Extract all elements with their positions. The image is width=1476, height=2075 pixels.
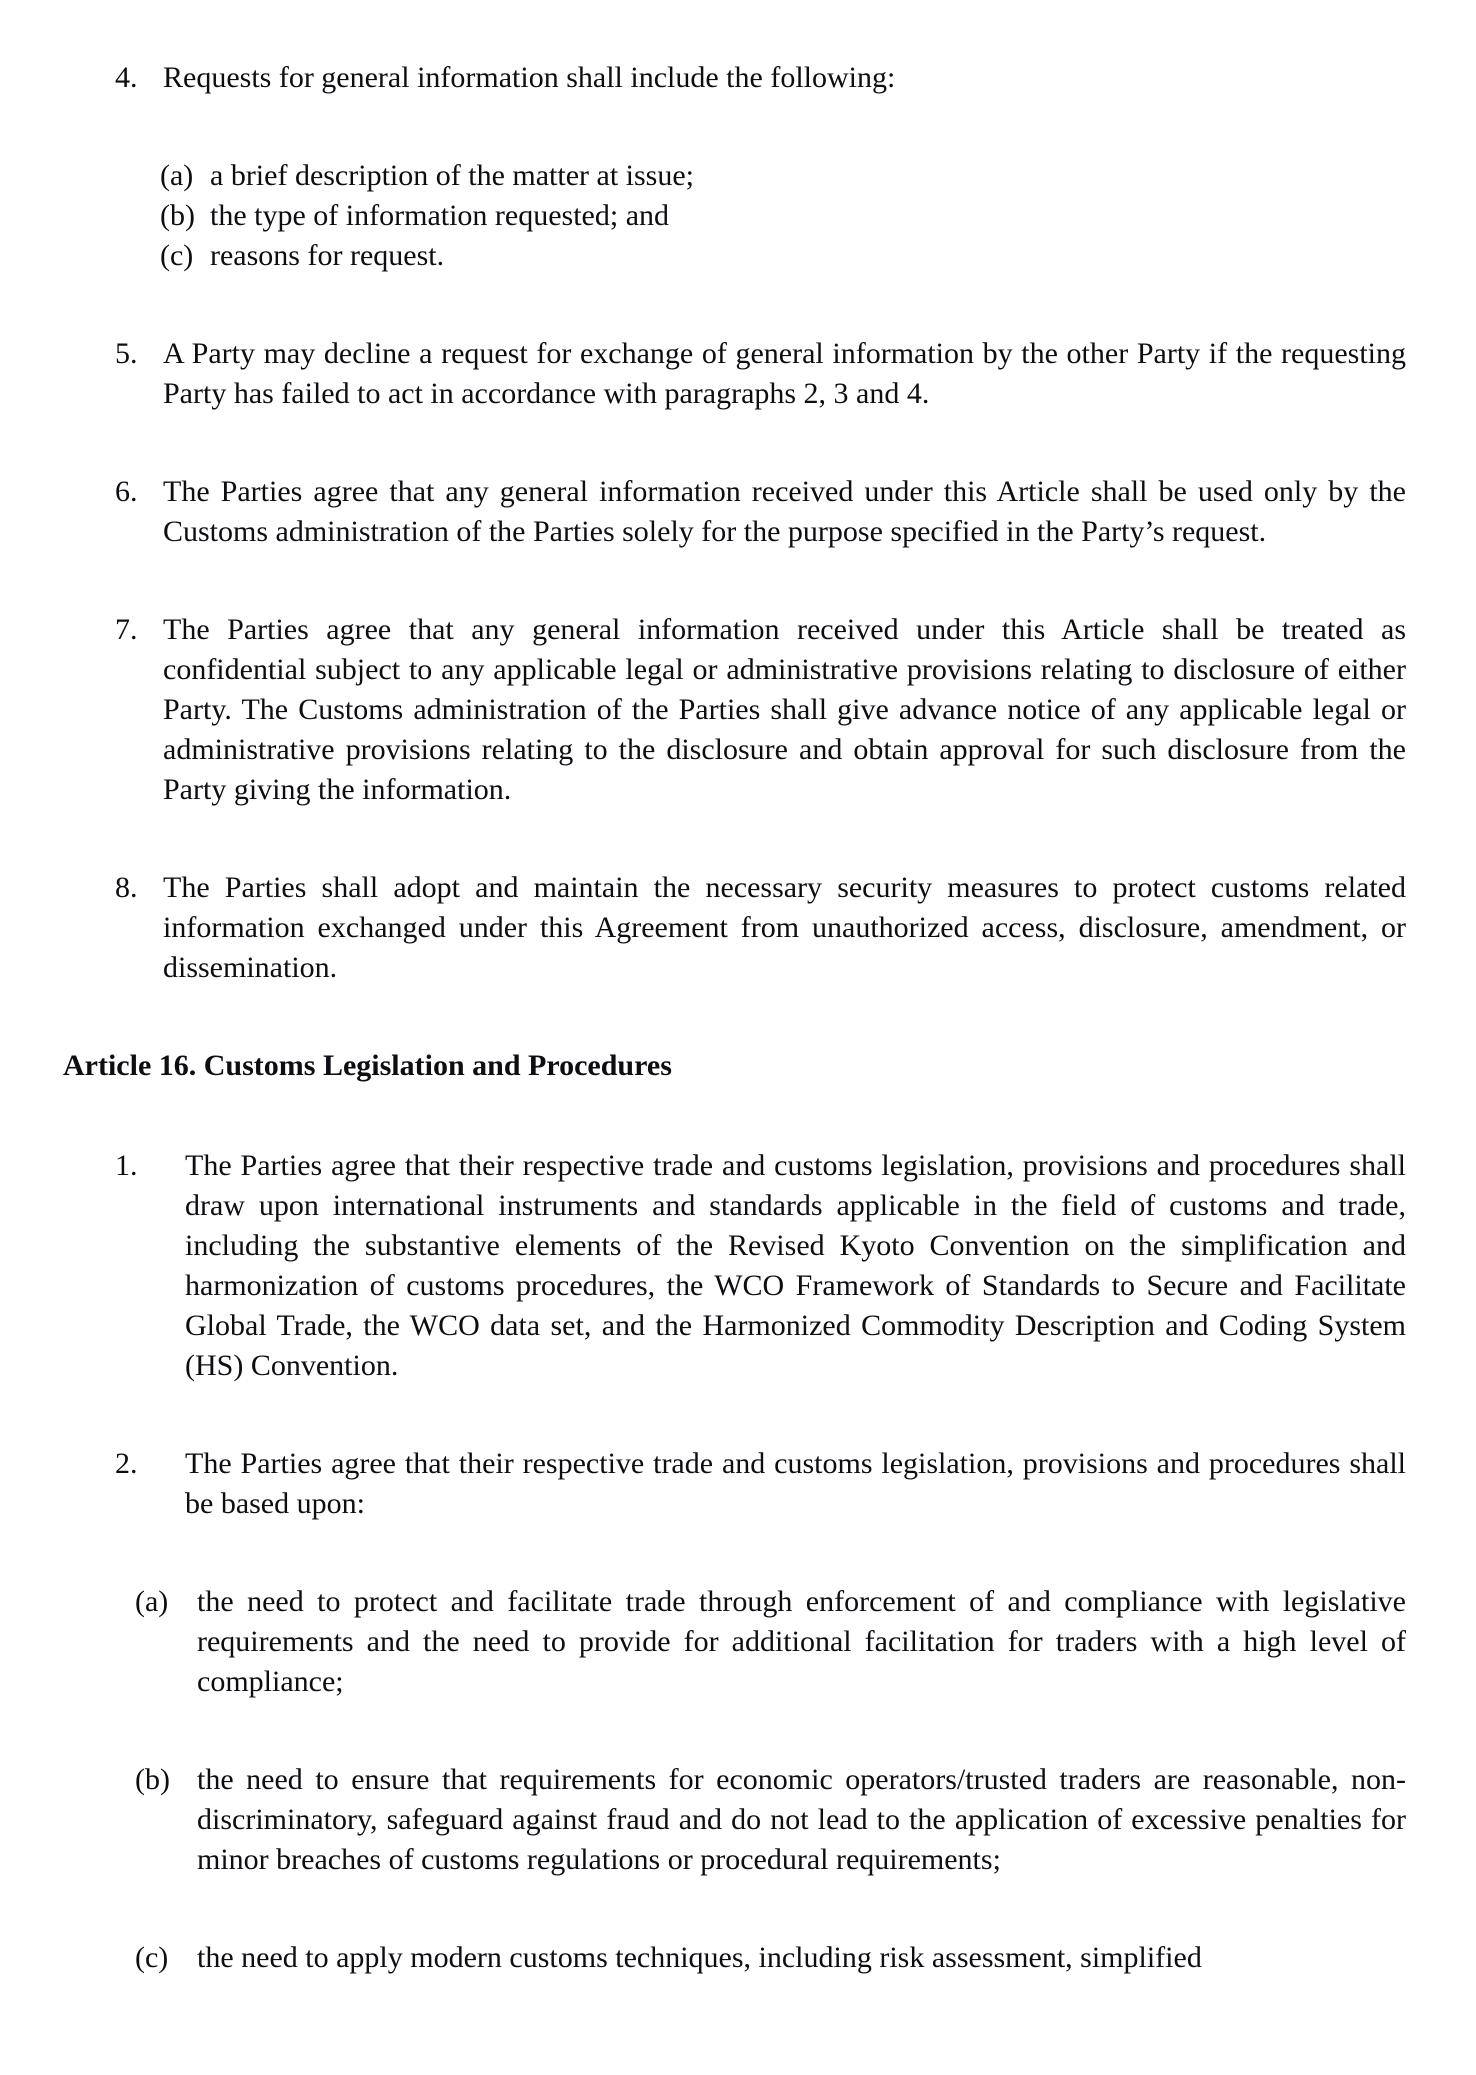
article-16-item-2c-label: (c) xyxy=(135,1941,169,1974)
paragraph-5-number: 5. xyxy=(115,337,138,370)
article-16-item-2 xyxy=(115,1444,1406,1524)
article-16-item-2a-text: the need to protect and facilitate trade through enforcement of and compliance with legislative requirements and the need to provide for additional facilitation for traders with a high level of compliance; xyxy=(197,1585,1406,1698)
list-item-b-label: (b) xyxy=(160,199,195,232)
article-16-item-2a-label: (a) xyxy=(135,1585,169,1618)
paragraph-7-number: 7. xyxy=(115,613,138,646)
article-16-item-2-text: The Parties agree that their respective trade and customs legislation, provisions and procedures shall be based upon: xyxy=(185,1447,1406,1520)
paragraph-6-text: The Parties agree that any general information received under this Article shall be used only by the Customs administration of the Parties solely for the purpose specified in the Party’s request. xyxy=(163,475,1406,548)
article-16-item-1 xyxy=(115,1146,1406,1386)
list-item-a-text: a brief description of the matter at issue; xyxy=(210,159,694,192)
list-item-b-text: the type of information requested; and xyxy=(210,199,670,232)
article-16-item-2b xyxy=(135,1760,1406,1880)
article-16-heading: Article 16. Customs Legislation and Procedures xyxy=(63,1049,672,1082)
paragraph-7-text: The Parties agree that any general information received under this Article shall be treated as confidential subject to any applicable legal or administrative provisions relating to disclosure of either Party. The Customs administration of the Parties shall give advance notice of any applicable legal or administrative provisions relating to the disclosure and obtain approval for such disclosure from the Party giving the information. xyxy=(163,613,1406,806)
list-item-c-text: reasons for request. xyxy=(210,239,445,272)
list-item-a xyxy=(160,156,1406,196)
article-16-item-2-number: 2. xyxy=(115,1447,138,1480)
paragraph-8-text: The Parties shall adopt and maintain the necessary security measures to protect customs related information exchanged under this Agreement from unauthorized access, disclosure, amendment, or dissemination. xyxy=(163,871,1406,984)
article-16-item-2c-text: the need to apply modern customs techniques, including risk assessment, simplified xyxy=(197,1941,1202,1974)
article-16-item-2b-text: the need to ensure that requirements for economic operators/trusted traders are reasonable, non-discriminatory, safeguard against fraud and do not lead to the application of excessive penalties for minor breaches of customs regulations or procedural requirements; xyxy=(197,1763,1406,1876)
paragraph-8-number: 8. xyxy=(115,871,138,904)
paragraph-5-text: A Party may decline a request for exchange of general information by the other Party if the requesting Party has failed to act in accordance with paragraphs 2, 3 and 4. xyxy=(163,337,1406,410)
paragraph-8 xyxy=(115,868,1406,988)
paragraph-4 xyxy=(115,58,1406,98)
paragraph-4-number: 4. xyxy=(115,61,138,94)
paragraph-4-text: Requests for general information shall include the following: xyxy=(163,61,896,94)
article-16-item-2b-label: (b) xyxy=(135,1763,170,1796)
article-16-item-1-number: 1. xyxy=(115,1149,138,1182)
article-16-item-1-text: The Parties agree that their respective trade and customs legislation, provisions and procedures shall draw upon international instruments and standards applicable in the field of customs and trade, including the substantive elements of the Revised Kyoto Convention on the simplification and harmonization of customs procedures, the WCO Framework of Standards to Secure and Facilitate Global Trade, the WCO data set, and the Harmonized Commodity Description and Coding System (HS) Convention. xyxy=(185,1149,1406,1382)
paragraph-6-number: 6. xyxy=(115,475,138,508)
paragraph-4-subitems xyxy=(160,156,1406,276)
list-item-c-label: (c) xyxy=(160,239,194,272)
article-16-item-2a xyxy=(135,1582,1406,1702)
list-item-b xyxy=(160,196,1406,236)
list-item-a-label: (a) xyxy=(160,159,194,192)
list-item-c xyxy=(160,236,1406,276)
paragraph-5 xyxy=(115,334,1406,414)
article-16-item-2c xyxy=(135,1938,1406,1978)
paragraph-7 xyxy=(115,610,1406,810)
paragraph-6 xyxy=(115,472,1406,552)
